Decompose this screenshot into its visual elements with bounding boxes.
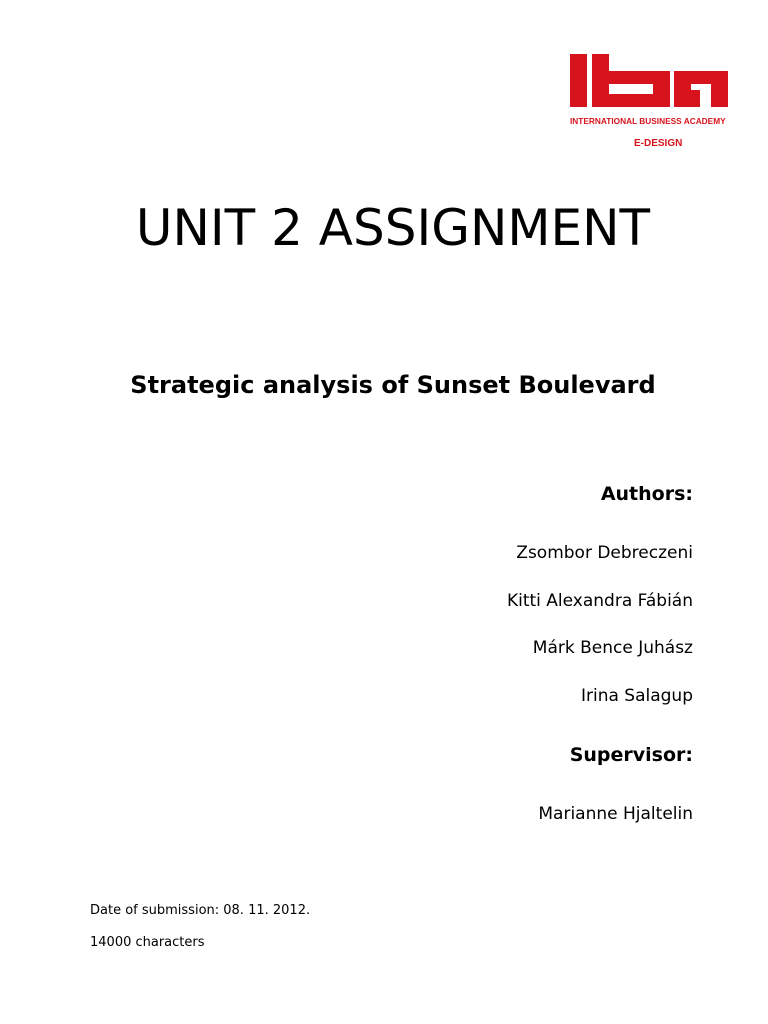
supervisor-name: Marianne Hjaltelin [538, 804, 693, 824]
supervisor-heading: Supervisor: [569, 744, 693, 766]
iba-logo [570, 54, 730, 154]
character-count: 14000 characters [90, 935, 205, 950]
author-name: Kitti Alexandra Fábián [506, 591, 693, 611]
logo-department: E-DESIGN [634, 138, 683, 149]
submission-date: Date of submission: 08. 11. 2012. [90, 903, 311, 918]
document-subtitle: Strategic analysis of Sunset Boulevard [130, 371, 656, 399]
document-title: UNIT 2 ASSIGNMENT [135, 199, 651, 257]
author-name: Márk Bence Juhász [532, 638, 693, 658]
iba-logo-mark [570, 54, 730, 110]
author-name: Zsombor Debreczeni [516, 543, 693, 563]
logo-caption: INTERNATIONAL BUSINESS ACADEMY [570, 116, 726, 126]
author-name: Irina Salagup [580, 686, 693, 706]
authors-heading: Authors: [600, 483, 693, 505]
